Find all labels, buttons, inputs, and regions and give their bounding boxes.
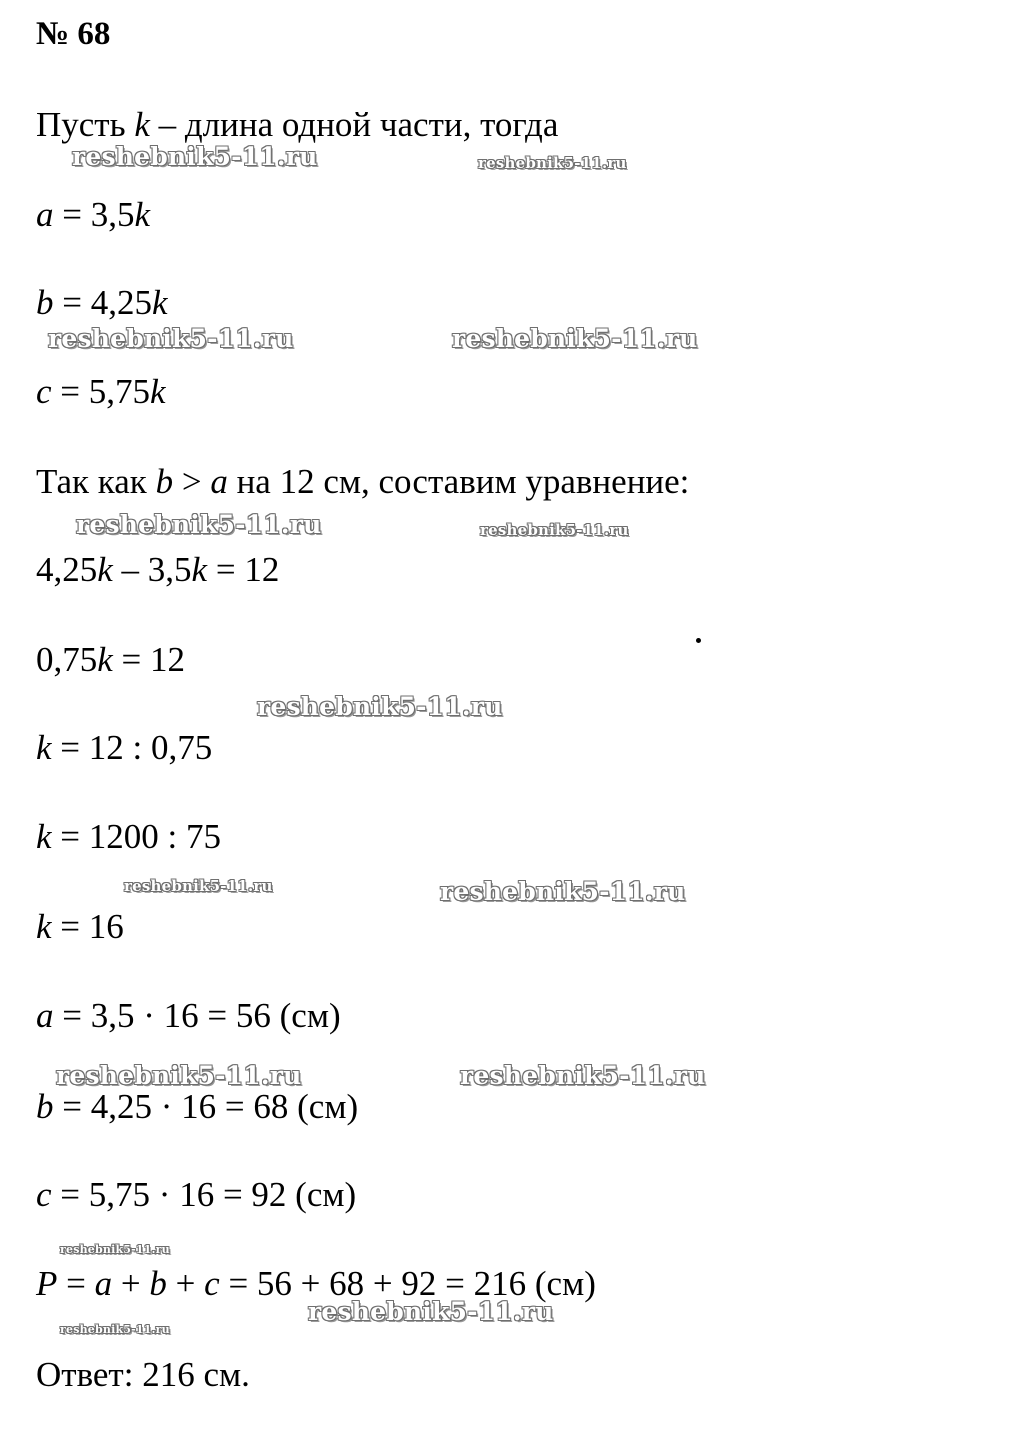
text-fragment: = 12 [112, 640, 186, 679]
variable: b [36, 283, 54, 322]
variable: k [134, 195, 151, 234]
text-fragment: = 4,25 · 16 = 68 (см) [53, 1087, 359, 1126]
variable: k [36, 907, 52, 946]
watermark: reshebnik5-11.ru [48, 324, 294, 353]
equation-main [36, 550, 279, 590]
text-fragment: + [166, 1264, 205, 1303]
equation-b [36, 283, 168, 323]
variable: a [36, 195, 54, 234]
watermark: reshebnik5-11.ru [60, 1243, 170, 1256]
watermark: reshebnik5-11.ru [460, 1061, 706, 1090]
variable: c [36, 1175, 52, 1214]
watermark: reshebnik5-11.ru [72, 142, 318, 171]
equation-k-division [36, 728, 212, 768]
text-line-let-k [36, 105, 558, 145]
text-fragment: 0,75 [36, 640, 98, 679]
text-fragment: = 12 [207, 550, 280, 589]
variable: k [191, 550, 208, 589]
text-fragment: 4,25 [36, 550, 98, 589]
variable: a [36, 996, 54, 1035]
variable: a [94, 1264, 113, 1303]
variable: a [210, 462, 228, 501]
equation-simplified [36, 640, 185, 680]
text-fragment: Пусть [36, 105, 135, 144]
variable: b [149, 1264, 167, 1303]
variable: c [204, 1264, 220, 1303]
equation-c [36, 372, 166, 412]
text-fragment: = 3,5 · 16 = 56 (см) [53, 996, 341, 1035]
watermark: reshebnik5-11.ru [480, 521, 629, 539]
variable: b [36, 1087, 54, 1126]
variable: k [36, 728, 52, 767]
text-fragment: Так как [36, 462, 156, 501]
watermark: reshebnik5-11.ru [440, 877, 686, 906]
watermark: reshebnik5-11.ru [452, 324, 698, 353]
result-b [36, 1087, 358, 1127]
watermark: reshebnik5-11.ru [478, 154, 627, 172]
variable: c [36, 372, 52, 411]
equation-a [36, 195, 150, 235]
text-fragment: – 3,5 [112, 550, 192, 589]
answer-text: Ответ: 216 см. [36, 1355, 250, 1394]
variable: k [150, 372, 166, 411]
watermark: reshebnik5-11.ru [124, 877, 273, 895]
text-fragment: = 3,5 [53, 195, 135, 234]
variable: k [97, 550, 113, 589]
watermark: reshebnik5-11.ru [60, 1323, 170, 1336]
watermark: reshebnik5-11.ru [257, 692, 503, 721]
text-fragment: = 16 [51, 907, 124, 946]
variable: b [155, 462, 174, 501]
text-fragment: на 12 см, составим уравнение: [227, 462, 690, 501]
text-fragment: = 5,75 [51, 372, 151, 411]
result-c [36, 1175, 356, 1215]
result-a [36, 996, 341, 1036]
watermark: reshebnik5-11.ru [56, 1061, 302, 1090]
text-fragment: = 4,25 [53, 283, 152, 322]
stray-dot [696, 638, 701, 643]
text-fragment: = 56 + 68 + 92 = 216 (см) [219, 1264, 596, 1303]
answer [36, 1355, 250, 1395]
watermark: reshebnik5-11.ru [308, 1297, 554, 1326]
equation-k-result [36, 907, 124, 947]
text-fragment: = 1200 : 75 [51, 817, 222, 856]
variable: k [36, 817, 52, 856]
text-fragment: > [173, 462, 211, 501]
variable: k [134, 105, 150, 144]
text-fragment: = 12 : 0,75 [51, 728, 213, 767]
text-fragment: + [112, 1264, 150, 1303]
text-fragment: = 5,75 · 16 = 92 (см) [51, 1175, 357, 1214]
text-fragment: = [57, 1264, 95, 1303]
text-line-since [36, 462, 689, 502]
watermark: reshebnik5-11.ru [76, 510, 322, 539]
variable: k [152, 283, 168, 322]
equation-k-division-2 [36, 817, 221, 857]
variable: P [36, 1264, 58, 1303]
text-fragment: – длина одной части, тогда [149, 105, 559, 144]
variable: k [97, 640, 113, 679]
task-number: № 68 [36, 16, 111, 52]
